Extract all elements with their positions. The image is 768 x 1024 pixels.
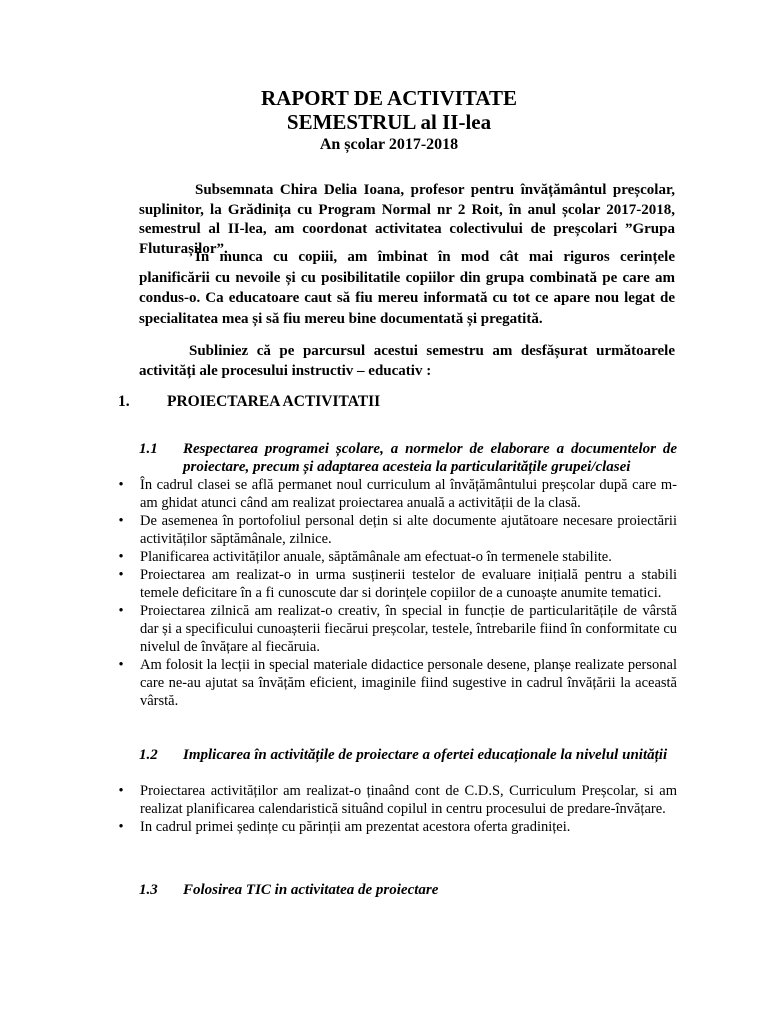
subsection-1-2-title: Implicarea în activitățile de proiectare a ofertei educaționale la nivelul unității: [183, 747, 668, 763]
bullet-icon: •: [118, 657, 124, 673]
list-item: [115, 548, 677, 566]
intro-paragraph-3: [139, 341, 675, 381]
section-1-title: PROIECTAREA ACTIVITATII: [167, 393, 381, 410]
list-item: [115, 602, 677, 656]
list-item: [115, 656, 677, 710]
list-item: [115, 782, 677, 818]
bullet-icon: •: [118, 783, 124, 799]
subsection-1-1-number: 1.1: [139, 441, 158, 457]
list-item-text: Proiectarea zilnică am realizat-o creativ, în special in funcție de particularitățile de vârstă dar și a specificului cunoașterii fiecărui preșcolar, testele, întrebarile fiind în conformitate cu nivelul de învățare al fiecăruia.: [140, 603, 677, 655]
subsection-1-2-number: 1.2: [139, 747, 158, 763]
intro-paragraph-2: [139, 247, 675, 329]
bullet-icon: •: [118, 513, 124, 529]
subsection-1-2-list: [115, 782, 677, 836]
bullet-icon: •: [118, 819, 124, 835]
list-item-text: Planificarea activităților anuale, săptămânale am efectuat-o în termenele stabilite.: [140, 549, 612, 565]
bullet-icon: •: [118, 549, 124, 565]
list-item-text: Proiectarea activităților am realizat-o ținaând cont de C.D.S, Curriculum Preșcolar, si am realizat planificarea calendaristică situând copilul in centru procesului de predare-învățare.: [140, 783, 677, 817]
bullet-icon: •: [118, 603, 124, 619]
list-item-text: In cadrul primei ședințe cu părinții am prezentat acestora oferta gradiniței.: [140, 819, 571, 835]
subsection-1-3-number: 1.3: [139, 882, 158, 898]
subsection-1-3-title: Folosirea TIC in activitatea de proiectare: [183, 882, 439, 898]
list-item: [115, 818, 677, 836]
report-title-block: [0, 86, 768, 156]
section-1-heading: [118, 392, 658, 412]
intro-paragraph-2-text: În munca cu copiii, am îmbinat în mod cât mai riguros cerințele planificării cu nevoile și cu posibilitatile copiilor din grupa combinată pe care am condus-o. Ca educatoare caut să fiu mereu informată cu tot ce apare nou legat de specialitatea mea și să fiu mereu bine documentată și pregatită.: [139, 249, 675, 327]
report-school-year: An școlar 2017-2018: [319, 136, 459, 153]
intro-paragraph-3-text: Subliniez că pe parcursul acestui semestru am desfășurat următoarele activități ale procesului instructiv – educativ :: [139, 343, 675, 379]
bullet-icon: •: [118, 567, 124, 583]
intro-paragraph-1-text: Subsemnata Chira Delia Ioana, profesor pentru învățământul preșcolar, suplinitor, la Grădinița cu Program Normal nr 2 Roit, în anul școlar 2017-2018, semestrul al II-lea, am coordonat activitatea colectivului de preșcolari ”Grupa Fluturașilor”.: [139, 182, 675, 257]
subsection-1-1-heading: [139, 440, 677, 476]
list-item-text: De asemenea în portofoliul personal dețin si alte documente ajutătoare necesare proiectării activităților săptămânale, zilnice.: [140, 513, 677, 547]
report-semester: SEMESTRUL al II-lea: [286, 110, 492, 134]
list-item: [115, 512, 677, 548]
subsection-1-1-title: Respectarea programei școlare, a normelor de elaborare a documentelor de proiectare, precum și adaptarea acesteia la particularitățile grupei/clasei: [183, 441, 677, 475]
bullet-icon: •: [118, 477, 124, 493]
list-item: [115, 476, 677, 512]
list-item-text: În cadrul clasei se află permanet noul curriculum al învățământului preșcolar după care m-am ghidat atunci când am realizat proiectarea anuală a activității de la clasă.: [140, 477, 677, 511]
subsection-1-1-list: [115, 476, 677, 710]
section-1-number: 1.: [118, 393, 130, 410]
subsection-1-3-heading: [139, 881, 677, 899]
list-item: [115, 566, 677, 602]
list-item-text: Am folosit la lecții in special materiale didactice personale desene, planșe realizate personal care ne-au ajutat sa învățăm eficient, imaginile fiind sugestive in cadrul învățării la această vârstă.: [140, 657, 677, 709]
list-item-text: Proiectarea am realizat-o in urma susținerii testelor de evaluare inițială pentru a stabili temele deficitare în a fi cunoscute dar si dorințele copiilor de a cunoaște anumite tematici.: [140, 567, 677, 601]
subsection-1-2-heading: [139, 746, 677, 764]
report-title: RAPORT DE ACTIVITATE: [261, 86, 517, 110]
